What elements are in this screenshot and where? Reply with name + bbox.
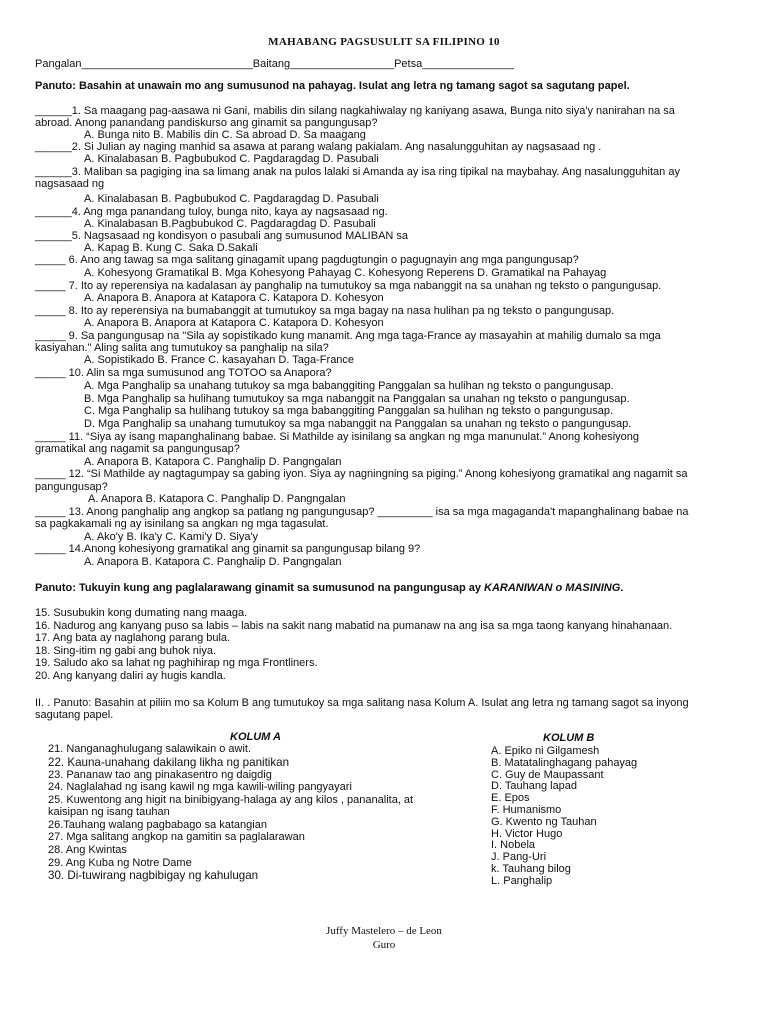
question-line: A. Anapora B. Katapora C. Panghalip D. Pangngalan bbox=[84, 456, 342, 468]
question-line: nagsasaad ng bbox=[35, 178, 105, 190]
instruction-part-2-choices: KARANIWAN o MASINING bbox=[484, 582, 621, 594]
description-item: 19. Saludo ako sa lahat ng paghihirap ng mga Frontliners. bbox=[35, 657, 318, 669]
question-line: A. Kohesyong Gramatikal B. Mga Kohesyong Pahayag C. Kohesyong Reperens D. Gramatikal na Pahayag bbox=[84, 267, 607, 279]
kolum-a-item: 25. Kuwentong ang higit na binibigyang-halaga ay ang kilos , pananalita, at bbox=[48, 794, 414, 806]
kolum-b-item: G. Kwento ng Tauhan bbox=[491, 815, 597, 828]
kolum-a-item: 21. Nanganaghulugang salawikain o awit. bbox=[48, 743, 252, 755]
question-line: A. Kinalabasan B. Pagbubukod C. Pagdaragdag D. Pasubali bbox=[84, 153, 379, 165]
kolum-b-item: J. Pang-Uri bbox=[491, 851, 547, 864]
question-line: _____ 14.Anong kohesiyong gramatikal ang ginamit sa pangungusap bilang 9? bbox=[35, 543, 421, 555]
question-line: ______3. Maliban sa pagiging ina sa limang anak na pulos lalaki si Amanda ay isa ring tipikal na maybahay. Ang nasalungguhitan ay bbox=[35, 166, 680, 178]
kolum-b-item: C. Guy de Maupassant bbox=[491, 768, 604, 781]
kolum-a-item: 23. Pananaw tao ang pinakasentro ng daigdig bbox=[48, 769, 272, 781]
kolum-b-item: L. Panghalip bbox=[491, 874, 553, 887]
question-line: A. Anapora B. Katapora C. Panghalip D. Pangngalan bbox=[84, 556, 342, 568]
question-line: A. Anapora B. Katapora C. Panghalip D. Pangngalan bbox=[88, 493, 346, 505]
kolum-a-item: 27. Mga salitang angkop na gamitin sa paglalarawan bbox=[48, 831, 305, 843]
question-line: A. Anapora B. Anapora at Katapora C. Katapora D. Kohesyon bbox=[84, 317, 384, 329]
question-line: A. Anapora B. Anapora at Katapora C. Katapora D. Kohesyon bbox=[84, 292, 384, 304]
kolum-b-item: k. Tauhang bilog bbox=[491, 863, 571, 875]
question-line: _____ 10. Alin sa mga sumusunod ang TOTOO sa Anapora? bbox=[35, 367, 332, 379]
question-line: _____ 6. Ano ang tawag sa mga salitang ginagamit upang pagdugtungin o pagugnayin ang mga pangungusap? bbox=[35, 254, 579, 266]
kolum-b-item: B. Matatalinghagang pahayag bbox=[491, 756, 638, 769]
instruction-part-3-line1: II. . Panuto: Basahin at piliin mo sa Kolum B ang tumutukoy sa mga salitang nasa Kolum A. Isulat ang letra ng tamang sagot sa inyong bbox=[35, 697, 689, 709]
kolum-b-item: H. Victor Hugo bbox=[491, 827, 563, 840]
instruction-part-2-text: Panuto: Tukuyin kung ang paglalarawang ginamit sa sumusunod na pangungusap ay bbox=[35, 582, 485, 594]
signature-block bbox=[0, 924, 768, 952]
question-line: ______1. Sa maagang pag-aasawa ni Gani, mabilis din silang nagkahiwalay ng kaniyang asawa, Bunga nito siya'y nanirahan na sa bbox=[35, 105, 675, 117]
kolum-b-item: E. Epos bbox=[491, 792, 530, 805]
question-line: B. Mga Panghalip sa hulihang tumutukoy sa mga nabanggit na Panggalan sa unahan ng teksto o pangungusap. bbox=[84, 393, 630, 405]
question-line: ______4. Ang mga panandang tuloy, bunga nito, kaya ay nagsasaad ng. bbox=[35, 206, 388, 218]
kolum-b-item: A. Epiko ni Gilgamesh bbox=[491, 745, 600, 757]
question-line: A. Mga Panghalip sa unahang tutukoy sa mga babanggiting Panggalan sa hulihan ng teksto o pangungusap. bbox=[84, 380, 614, 392]
kolum-a-item: 26.Tauhang walang pagbabago sa katangian bbox=[48, 819, 267, 831]
question-line: _____ 9. Sa pangungusap na "Sila ay sopistikado kung manamit. Ang mga taga-France ay masayahin at mahilig dumalo sa mga bbox=[35, 330, 661, 342]
question-line: A. Kapag B. Kung C. Saka D.Sakali bbox=[84, 242, 258, 254]
kolum-b-item: D. Tauhang lapad bbox=[491, 780, 578, 793]
kolum-a-item: 24. Naglalahad ng isang kawil ng mga kawili-wiling pangyayari bbox=[48, 781, 352, 793]
kolum-a-title: KOLUM A bbox=[230, 731, 281, 743]
description-item: 15. Susubukin kong dumating nang maaga. bbox=[35, 607, 248, 619]
page-title: MAHABANG PAGSUSULIT SA FILIPINO 10 bbox=[268, 36, 500, 48]
question-line: D. Mga Panghalip sa unahang tumutukoy sa mga nabanggit na Panggalan sa unahan ng teksto o pangungusap. bbox=[84, 418, 632, 430]
kolum-a-item: 22. Kauna-unahang dakilang likha ng panitikan bbox=[48, 756, 290, 769]
question-line: kasiyahan." Aling salita ang tumutukoy sa panghalip na sila? bbox=[35, 342, 329, 354]
kolum-b-title: KOLUM B bbox=[543, 732, 595, 744]
question-line: ______2. Si Julian ay naging manhid sa asawa at parang walang pakialam. Ang nasalungguhitan ay nagsasaad ng . bbox=[35, 141, 602, 153]
question-line: pangungusap? bbox=[35, 481, 108, 493]
instruction-part-2-end: . bbox=[620, 582, 624, 594]
instruction-part-3-line2: sagutang papel. bbox=[35, 709, 114, 721]
kolum-a-item: 29. Ang Kuba ng Notre Dame bbox=[48, 857, 192, 869]
question-line: _____ 7. Ito ay reperensiya na kadalasan ay panghalip na tumutukoy sa mga nabanggit na sa unahan ng teksto o pangungusap. bbox=[35, 280, 662, 292]
question-line: A. Bunga nito B. Mabilis din C. Sa abroad D. Sa maagang bbox=[84, 129, 366, 141]
instruction-part-1: Panuto: Basahin at unawain mo ang sumusunod na pahayag. Isulat ang letra ng tamang sagot sa sagutang papel. bbox=[35, 80, 630, 92]
description-item: 17. Ang bata ay naglahong parang bula. bbox=[35, 632, 231, 644]
question-line: C. Mga Panghalip sa hulihang tutukoy sa mga babanggiting Panggalan sa hulihan ng teksto o pangungusap. bbox=[84, 405, 613, 417]
question-line: A. Ako'y B. Ika'y C. Kami'y D. Siya'y bbox=[84, 531, 259, 543]
kolum-a-item: kaisipan ng isang tauhan bbox=[48, 806, 170, 818]
kolum-a-item: 28. Ang Kwintas bbox=[48, 844, 127, 856]
question-line: gramatikal ang nagamit sa pangungusap? bbox=[35, 443, 240, 455]
question-line: sa pagkakamali ng ay isinilang sa angkan ng mga tagasulat. bbox=[35, 518, 329, 530]
question-line: _____ 11. “Siya ay isang mapanghalinang babae. Si Mathilde ay isinilang sa angkan ng mga manunulat.” Anong kohesiyong bbox=[35, 431, 639, 443]
instruction-part-2 bbox=[35, 582, 623, 594]
question-line: abroad. Anong panandang pandiskurso ang ginamit sa pangungusap? bbox=[35, 117, 378, 129]
kolum-b-item: F. Humanismo bbox=[491, 804, 562, 816]
kolum-a-item: 30. Di-tuwirang nagbibigay ng kahulugan bbox=[48, 869, 259, 882]
question-line: _____ 12. “Si Mathilde ay nagtagumpay sa gabing iyon. Siya ay nagningning sa piging.” Anong kohesiyong gramatikal ang nagamit sa bbox=[35, 468, 688, 480]
teacher-name: Juffy Mastelero – de Leon bbox=[326, 925, 442, 937]
kolum-b-item: I. Nobela bbox=[491, 839, 536, 852]
question-line: _____ 13. Anong panghalip ang angkop sa patlang ng pangungusap? _________ isa sa mga magaganda't mapanghalinang babae na bbox=[35, 506, 689, 518]
description-item: 18. Sing-itim ng gabi ang buhok niya. bbox=[35, 644, 217, 657]
question-line: A. Kinalabasan B. Pagbubukod C. Pagdaragdag D. Pasubali bbox=[84, 193, 379, 205]
question-line: ______5. Nagsasaad ng kondisyon o pasubali ang sumusunod MALIBAN sa bbox=[35, 230, 409, 242]
student-info-line: Pangalan____________________________Baitang_________________Petsa_______________ bbox=[35, 58, 514, 70]
question-line: _____ 8. Ito ay reperensiya na bumabanggit at tumutukoy sa mga bagay na nasa hulihan pa ng teksto o pangungusap. bbox=[35, 305, 615, 317]
description-item: 20. Ang kanyang daliri ay hugis kandla. bbox=[35, 669, 226, 682]
teacher-role: Guro bbox=[372, 939, 396, 951]
question-line: A. Sopistikado B. France C. kasayahan D. Taga-France bbox=[84, 354, 355, 366]
question-line: A. Kinalabasan B.Pagbubukod C. Pagdaragdag D. Pasubali bbox=[84, 218, 376, 230]
description-item: 16. Nadurog ang kanyang puso sa labis – labis na sakit nang mabatid na pumanaw na ang isa sa mga taong kanyang hinahanaan. bbox=[35, 619, 673, 632]
